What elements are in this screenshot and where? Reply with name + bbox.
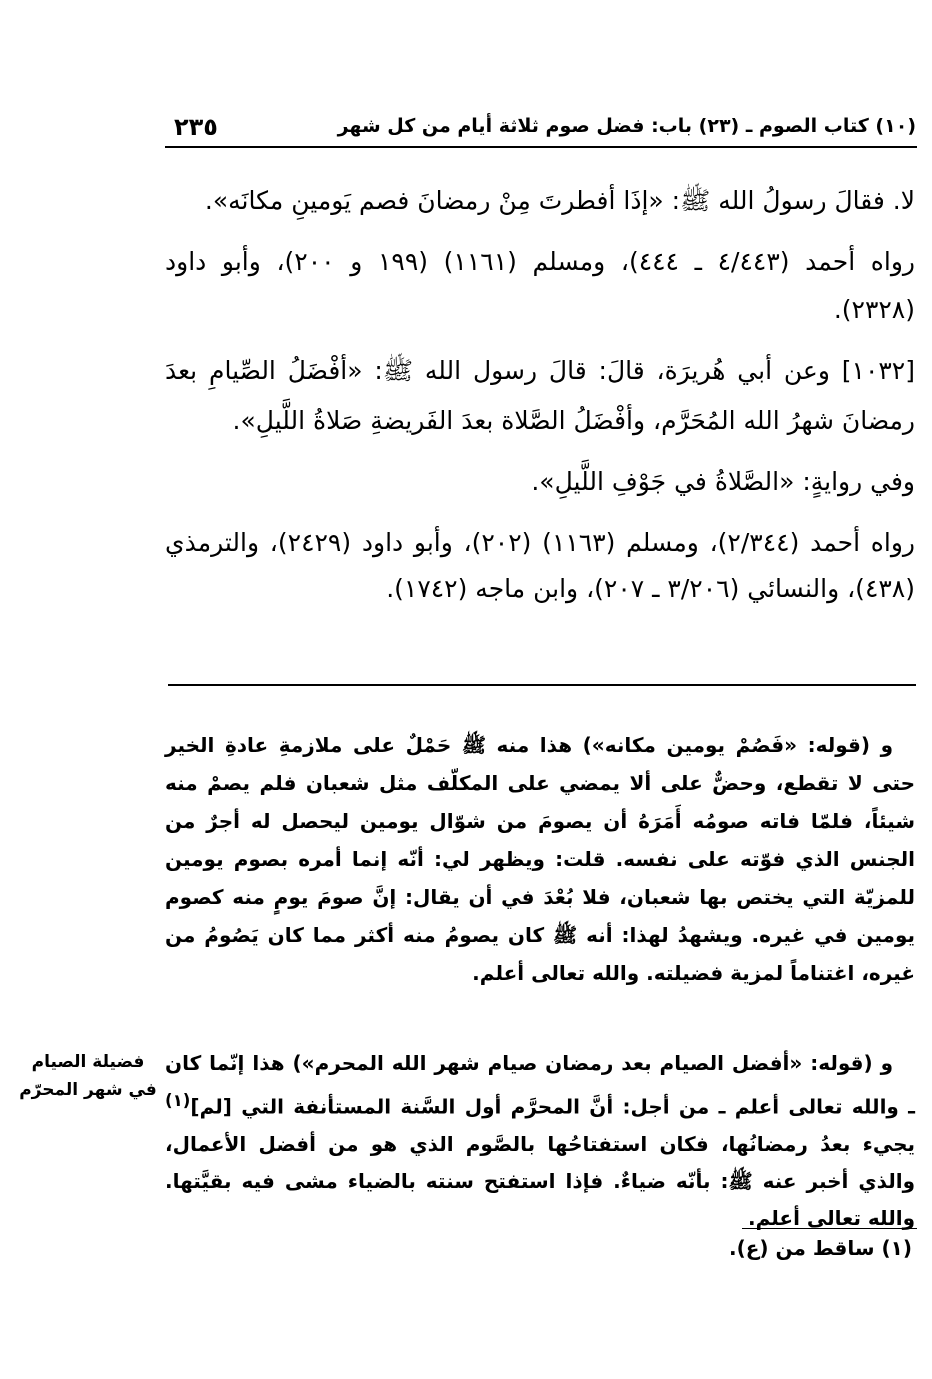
footnote-rule xyxy=(742,1228,917,1229)
running-header-title: (١٠) كتاب الصوم ـ (٢٣) باب: فضل صوم ثلاثة أيام من كل شهر xyxy=(337,115,916,137)
hadith-text: [١٠٣٢] وعن أبي هُريرَة، قالَ: قالَ رسول الله ﷺ: «أفْضَلُ الصِّيامِ بعدَ رمضانَ شهرُ الله المُحَرَّم، وأفْضَلُ الصَّلاة بعدَ الفَريضةِ صَلاةُ اللَّيلِ». xyxy=(165,356,915,435)
text-commentary-separator xyxy=(168,684,916,686)
footnote-reference[interactable]: (١) xyxy=(165,1091,191,1110)
commentary-text: يجيء بعدُ رمضانُها، فكان استفتاحُها بالصَّوم الذي هو من أفضل الأعمال، والذي أخبر عنه ﷺ: بأنّه ضياءٌ. فإذا استفتح سنته بالضياء مشى فيه بقيَّتها. والله تعالى أعلم. xyxy=(165,1131,915,1230)
commentary-text: و (قوله: «أفضل الصيام بعد رمضان صيام شهر الله المحرم») هذا إنّما كان ـ والله تعالى أعلم ـ من أجل: أنَّ المحرَّم أول السَّنة المستأنفة التي [لم] xyxy=(165,1051,915,1119)
variant-text: وفي روايةٍ: «الصَّلاةُ في جَوْفِ اللَّيلِ». xyxy=(531,467,915,496)
commentary-paragraph xyxy=(165,726,915,992)
header-rule xyxy=(165,146,917,148)
hadith-citation xyxy=(165,238,915,334)
citation-text: رواه أحمد (٤/٤٤٣ ـ ٤٤٤)، ومسلم (١١٦١) (١٩٩ و ٢٠٠)، وأبو داود (٢٣٢٨). xyxy=(165,247,915,324)
commentary-paragraph xyxy=(165,1045,915,1237)
hadith-variant xyxy=(165,457,915,507)
hadith-ending xyxy=(165,176,915,226)
margin-note-line: في شهر المحرّم xyxy=(19,1080,157,1100)
hadith-1032 xyxy=(165,346,915,446)
hadith-1032-citation xyxy=(165,520,915,612)
commentary-text: و (قوله: «فَصُمْ يومين مكانه») هذا منه ﷺ حَمْلٌ على ملازمةِ عادةِ الخير حتى لا تقطع، وحضٌّ على ألا يمضي على المكلّف مثل شعبان فلم يصمْ منه شيئاً، فلمّا فاته صومُه أَمَرَهُ أن يصومَ من شوّال يومين ليحصل له أجرٌ من الجنس الذي فوّته على نفسه. قلت: ويظهر لي: أنّه إنما أمره بصوم يومين للمزيّة التي يختص بها شعبان، فلا بُعْدَ في أن يقال: إنَّ صومَ يومٍ منه كصوم يومين في غيره. ويشهدُ لهذا: أنه ﷺ كان يصومُ منه أكثر مما كان يَصُومُ من غيره، اغتناماً لمزية فضيلته. والله تعالى أعلم. xyxy=(165,733,915,985)
margin-note xyxy=(18,1048,158,1104)
margin-note-line: فضيلة الصيام xyxy=(31,1052,145,1072)
page-number: ٢٣٥ xyxy=(174,113,218,141)
hadith-text-line: لا. فقالَ رسولُ الله ﷺ: «إذَا أفطرتَ مِنْ رمضانَ فصم يَومينِ مكانَه». xyxy=(204,186,915,215)
citation-text: رواه أحمد (٢/٣٤٤)، ومسلم (١١٦٣) (٢٠٢)، وأبو داود (٢٤٢٩)، والترمذي (٤٣٨)، والنسائي (٣/٢٠٦ ـ ٢٠٧)، وابن ماجه (١٧٤٢). xyxy=(165,528,915,603)
footnote: (١) ساقط من (ع). xyxy=(729,1236,912,1260)
running-header xyxy=(168,113,916,143)
